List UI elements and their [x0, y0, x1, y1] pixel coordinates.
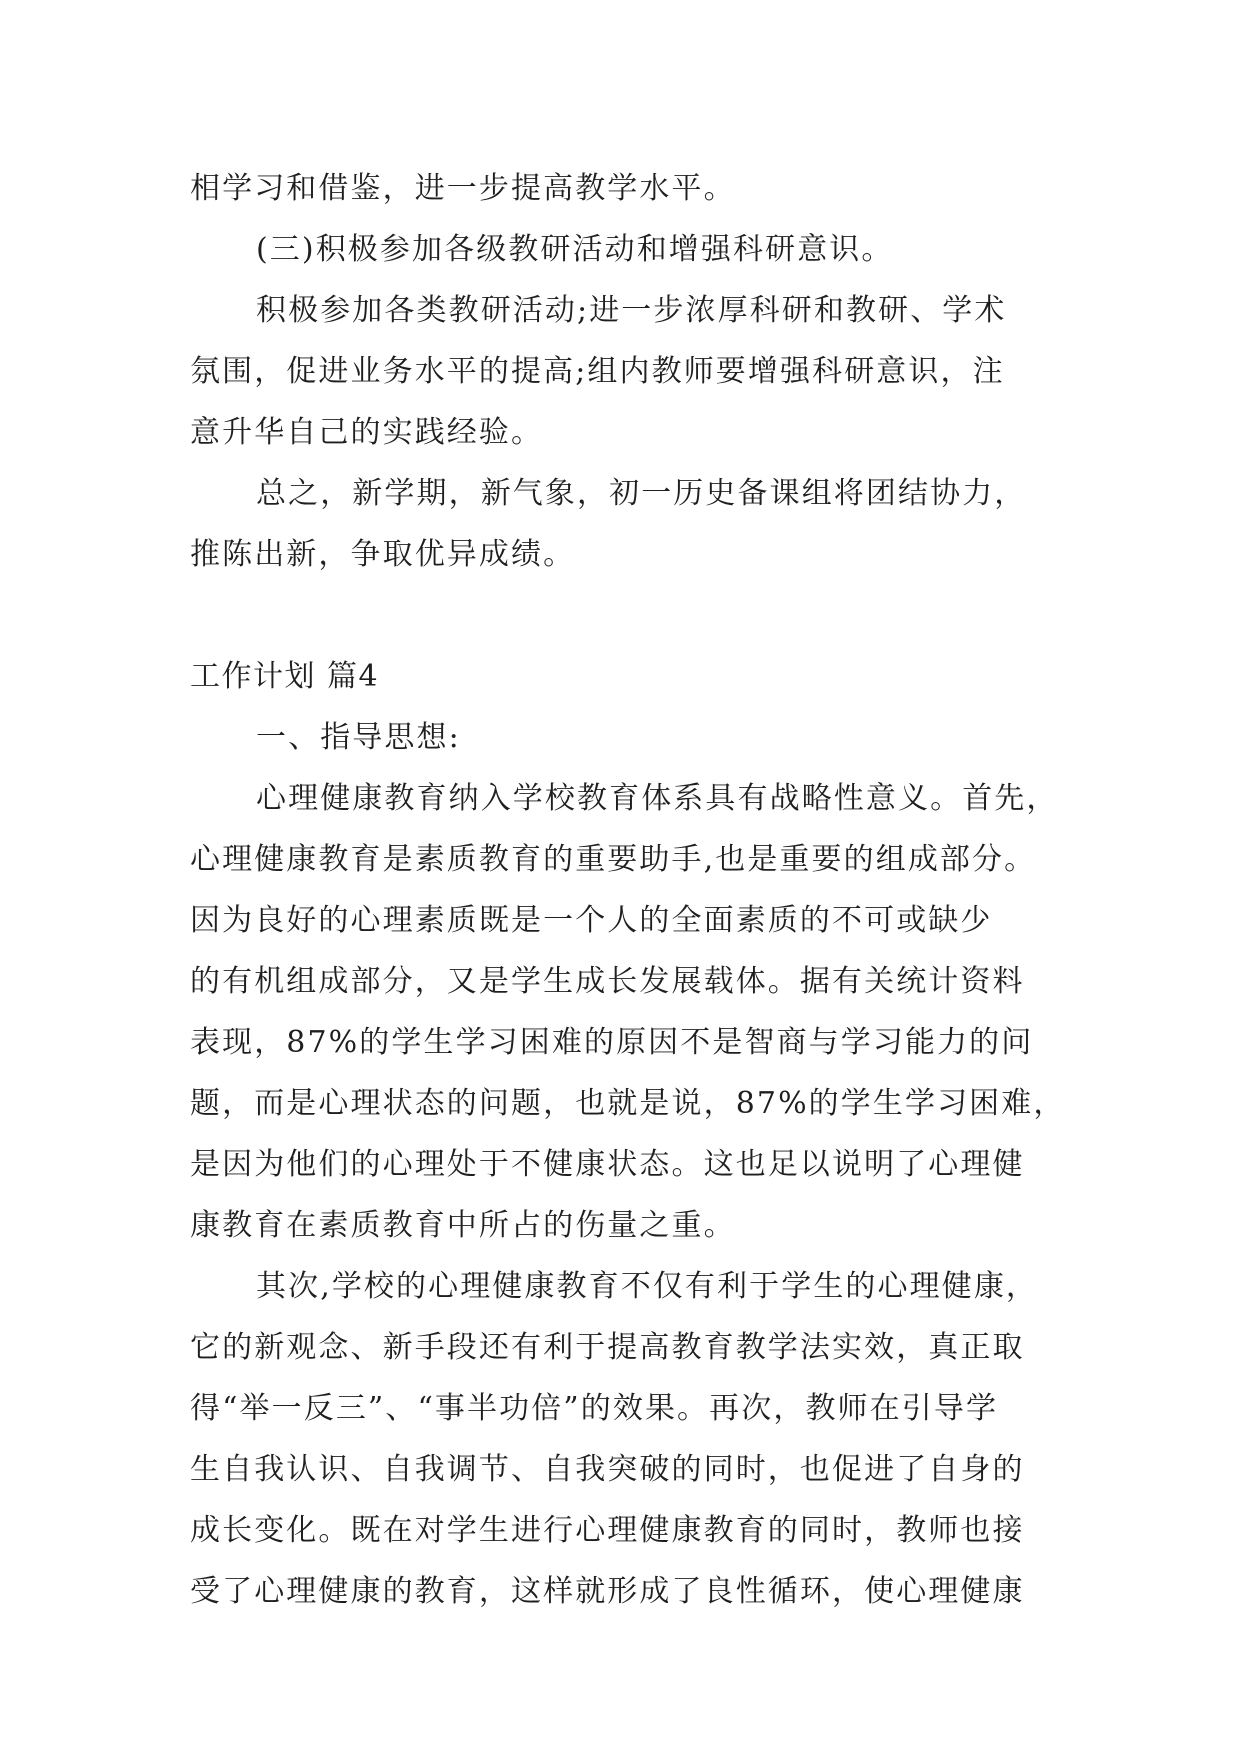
paragraph-line: 积极参加各类教研活动;进一步浓厚科研和教研、学术: [256, 293, 1007, 328]
section-heading-3: (三)积极参加各级教研活动和增强科研意识。: [256, 232, 894, 267]
paragraph-line: 生自我认识、自我调节、自我突破的同时，也促进了自身的: [190, 1452, 1025, 1487]
paragraph-line: 康教育在素质教育中所占的伤量之重。: [190, 1208, 736, 1243]
paragraph-line: 表现，87%的学生学习困难的原因不是智商与学习能力的问: [190, 1025, 1034, 1060]
paragraph-line: 心理健康教育是素质教育的重要助手,也是重要的组成部分。: [190, 842, 1037, 877]
paragraph-line: 意升华自己的实践经验。: [190, 415, 544, 450]
paragraph-line: 总之，新学期，新气象，初一历史备课组将团结协力，: [256, 476, 1027, 511]
paragraph-line: 推陈出新，争取优异成绩。: [190, 537, 576, 572]
paragraph-line: 得“举一反三”、“事半功倍”的效果。再次，教师在引导学: [190, 1391, 999, 1426]
subsection-heading: 一、指导思想:: [256, 720, 461, 755]
paragraph-line: 相学习和借鉴，进一步提高教学水平。: [190, 171, 736, 206]
paragraph-line: 的有机组成部分，又是学生成长发展载体。据有关统计资料: [190, 964, 1025, 999]
paragraph-line: 成长变化。既在对学生进行心理健康教育的同时，教师也接: [190, 1513, 1025, 1548]
paragraph-line: 其次,学校的心理健康教育不仅有利于学生的心理健康，: [256, 1269, 1039, 1304]
paragraph-line: 题，而是心理状态的问题，也就是说，87%的学生学习困难，: [190, 1086, 1066, 1121]
paragraph-line: 氛围，促进业务水平的提高;组内教师要增强科研意识，注: [190, 354, 1005, 389]
paragraph-line: 是因为他们的心理处于不健康状态。这也足以说明了心理健: [190, 1147, 1025, 1182]
document-body: [190, 158, 1066, 1622]
paragraph-line: 受了心理健康的教育，这样就形成了良性循环，使心理健康: [190, 1574, 1025, 1609]
section-title: 工作计划 篇4: [190, 659, 380, 694]
paragraph-line: 心理健康教育纳入学校教育体系具有战略性意义。首先，: [256, 781, 1059, 816]
paragraph-line: 它的新观念、新手段还有利于提高教育教学法实效，真正取: [190, 1330, 1025, 1365]
paragraph-line: 因为良好的心理素质既是一个人的全面素质的不可或缺少: [190, 903, 993, 938]
